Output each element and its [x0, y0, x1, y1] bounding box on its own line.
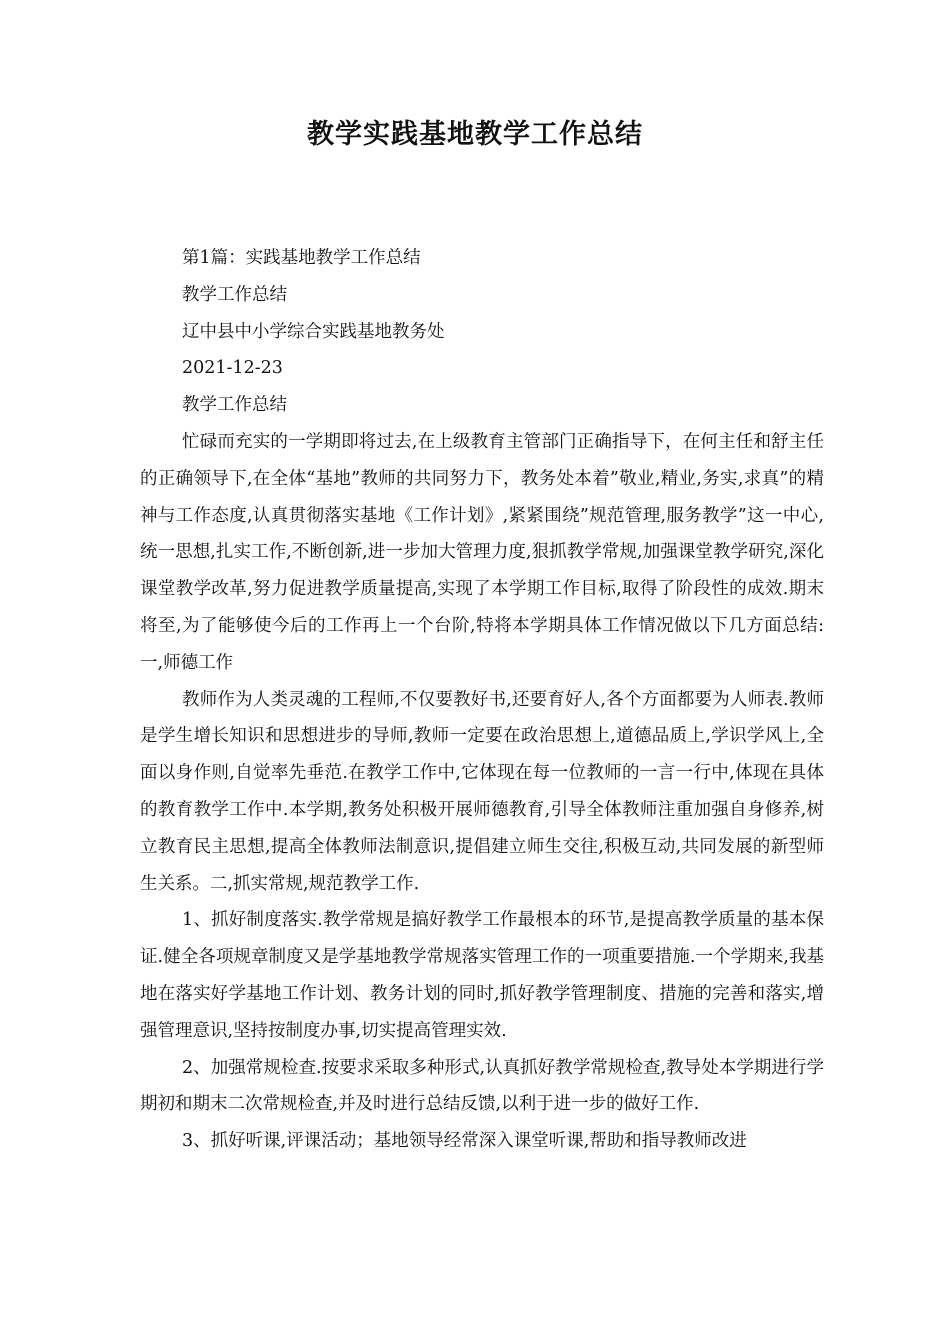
paragraph-intro: 忙碌而充实的一学期即将过去,在上级教育主管部门正确指导下，在何主任和舒主任的正确领导下,在全体“基地”教师的共同努力下，教务处本着”敬业,精业,务实,求真”的精神与工作态度,认真贯彻落实基地《工作计划》,紧紧围绕”规范管理,服务教学”这一中心,统一思想,扎实工作,不断创新,进一步加大管理力度,狠抓教学常规,加强课堂教学研究,深化课堂教学改革,努力促进教学质量提高,实现了本学期工作目标,取得了阶段性的成效.期末将至,为了能够使今后的工作再上一个台阶,特将本学期具体工作情况做以下几方面总结:一,师德工作 [140, 431, 824, 673]
section-heading: 第1篇：实践基地教学工作总结 [182, 248, 421, 268]
document-title: 教学实践基地教学工作总结 [307, 119, 643, 150]
subtitle-line-repeat: 教学工作总结 [182, 395, 287, 416]
subtitle-line: 教学工作总结 [182, 284, 287, 305]
author-line: 辽中县中小学综合实践基地教务处 [182, 321, 445, 342]
paragraph-item-2: 2、加强常规检查.按要求采取多种形式,认真抓好教学常规检查,教导处本学期进行学期初和期末二次常规检查,并及时进行总结反馈,以利于进一步的做好工作. [140, 1057, 824, 1115]
paragraph-item-1: 1、抓好制度落实.教学常规是搞好教学工作最根本的环节,是提高教学质量的基本保证.健全各项规章制度又是学基地教学常规落实管理工作的一项重要措施.一个学期来,我基地在落实好学基地工作计划、教务计划的同时,抓好教学管理制度、措施的完善和落实,增强管理意识,坚持按制度办事,切实提高管理实效. [140, 910, 824, 1041]
paragraph-item-3: 3、抓好听课,评课活动；基地领导经常深入课堂听课,帮助和指导教师改进 [182, 1131, 747, 1152]
date-line: 2021-12-23 [182, 358, 283, 379]
paragraph-teacher-ethics: 教师作为人类灵魂的工程师,不仅要教好书,还要育好人,各个方面都要为人师表.教师是学生增长知识和思想进步的导师,教师一定要在政治思想上,道德品质上,学识学风上,全面以身作则,自觉率先垂范.在教学工作中,它体现在每一位教师的一言一行中,体现在具体的教育教学工作中.本学期,教务处积极开展师德教育,引导全体教师注重加强自身修养,树立教育民主思想,提高全体教师法制意识,提倡建立师生交往,积极互动,共同发展的新型师生关系。二,抓实常规,规范教学工作. [140, 689, 824, 894]
document-body [140, 240, 824, 1160]
